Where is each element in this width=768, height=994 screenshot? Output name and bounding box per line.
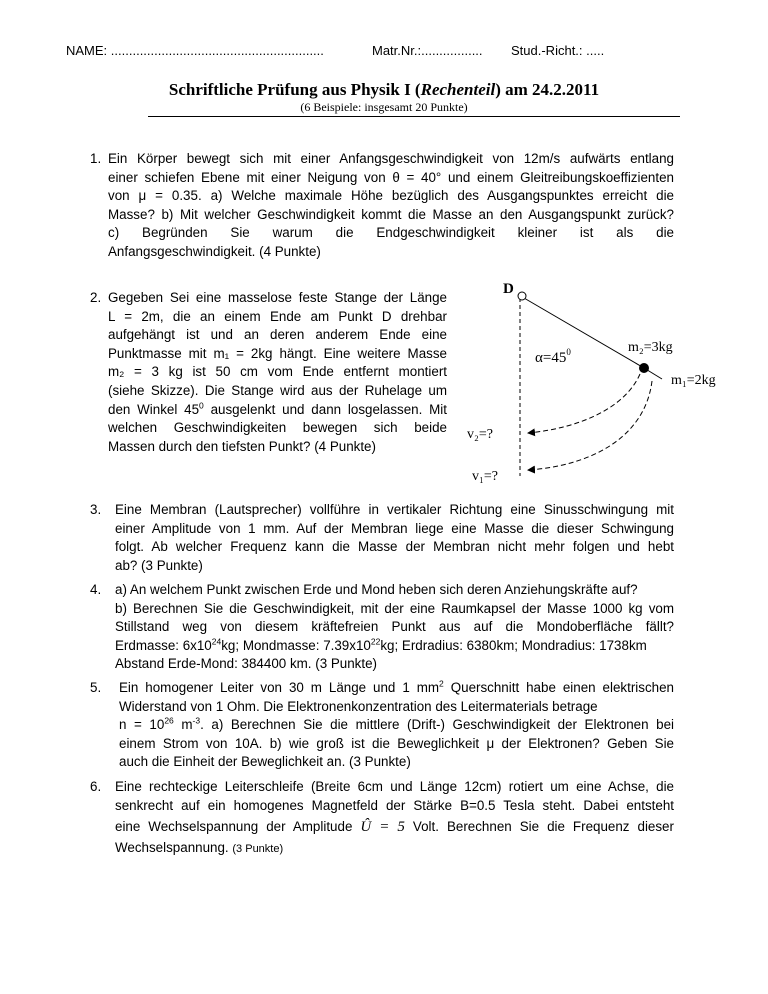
problem-line: Stillstand weg von diesem kräftefreien Punkt aus auf die Mondoberfläche fällt? — [115, 619, 674, 635]
stud-blank: ..... — [586, 43, 605, 58]
page-title — [0, 80, 768, 100]
problem-line: von μ = 0.35. a) Welche maximale Höhe bezüglich des Ausgangspunktes erreicht die — [108, 188, 674, 204]
amplitude-formula: Û = 5 — [360, 819, 405, 836]
line-part: . a) Berechnen Sie die mittlere (Drift-) Geschwindigkeit der Elektronen bei — [200, 717, 674, 733]
m2-label: m₂=3kg — [628, 340, 673, 355]
line-part: Volt. Berechnen Sie die Frequenz dieser — [412, 819, 674, 835]
problem-line — [115, 839, 674, 859]
problem-number: 6. — [90, 779, 102, 794]
v1-label: v₁=? — [472, 469, 498, 484]
problem-line: einer Amplitude von 1 mm. Auf der Membran liege eine Masse die dieser Schwingung — [115, 520, 674, 536]
exponent: -3 — [192, 715, 201, 726]
mass-m1-dot — [655, 372, 669, 386]
line-part: ausgelenkt und dann losgelassen. Mit — [203, 401, 447, 417]
title-italic: Rechenteil — [420, 80, 496, 99]
problem-line: Anfangsgeschwindigkeit. (4 Punkte) — [108, 243, 321, 259]
line-part: Querschnitt habe einen elektrischen — [443, 680, 674, 695]
problem-line: Gegeben Sei eine masselose feste Stange der Länge — [108, 290, 447, 305]
problem-line: Widerstand von 1 Ohm. Die Elektronenkonzentration des Leitermaterials betrage — [119, 698, 598, 714]
exponent: 26 — [164, 715, 174, 726]
line-part: Erdmasse: 6x10 — [115, 637, 212, 653]
matr-label: Matr.Nr.: — [372, 43, 422, 58]
problem-number: 2. — [90, 290, 102, 305]
problem-line: folgt. Ab welcher Frequenz kann die Masse der Membran nicht mehr folgen und hebt — [115, 539, 674, 555]
problem-number: 4. — [90, 582, 102, 597]
problem-line: einem Strom von 10A. b) wie groß ist die Beweglichkeit μ der Elektronen? Geben Sie — [119, 735, 674, 751]
title-prefix: Schriftliche Prüfung aus Physik I ( — [168, 80, 421, 99]
exponent: 22 — [370, 636, 381, 647]
exponent: 2 — [439, 678, 444, 689]
angle-label — [535, 347, 571, 366]
problem-line: auch die Einheit der Beweglichkeit an. (3 Punkte) — [119, 754, 411, 770]
arc-path-m2 — [528, 374, 640, 433]
title-rule — [148, 116, 680, 117]
pendulum-diagram — [460, 278, 720, 488]
problem-line: Abstand Erde-Mond: 384400 km. (3 Punkte) — [115, 656, 378, 672]
problem-line: Eine Membran (Lautsprecher) vollführe in vertikaler Richtung eine Sinusschwingung mit — [115, 502, 674, 517]
name-field — [66, 43, 324, 58]
stud-label: Stud.-Richt.: — [511, 43, 583, 58]
name-label: NAME: — [66, 43, 108, 58]
matr-field — [372, 43, 483, 58]
line-part: n = 10 — [119, 717, 165, 733]
problem-number: 3. — [90, 502, 102, 517]
arc-path-m1 — [528, 381, 652, 470]
problem-line — [115, 637, 674, 656]
v2-label: v₂=? — [467, 427, 493, 442]
line-part: den Winkel 45 — [108, 401, 200, 417]
problem-line — [108, 401, 447, 420]
problem-line: Massen durch den tiefsten Punkt? (4 Punkte) — [108, 438, 376, 454]
page-subtitle: (6 Beispiele: insgesamt 20 Punkte) — [300, 100, 468, 114]
problem-line: m₂ = 3 kg ist 50 cm vom Ende entfernt montiert — [108, 364, 447, 380]
line-part: kg; Mondmasse: 7.39x10 — [221, 637, 371, 653]
problem-line: b) Berechnen Sie die Geschwindigkeit, mit der eine Raumkapsel der Masse 1000 kg vom — [115, 600, 674, 616]
problem-line: L = 2m, die an einem Ende am Punkt D drehbar — [108, 308, 447, 324]
problem-line: Ein Körper bewegt sich mit einer Anfangsgeschwindigkeit von 12m/s aufwärts entlang — [108, 151, 674, 166]
line-part: Ein homogener Leiter von 30 m Länge und 1 mm — [119, 680, 440, 695]
stud-field — [511, 43, 604, 58]
line-part: Wechselspannung. — [115, 840, 229, 856]
problem-number: 5. — [90, 680, 102, 695]
matr-blank: ................. — [421, 43, 483, 58]
problem-line: Eine rechteckige Leiterschleife (Breite 6cm und Länge 12cm) rotiert um eine Achse, die — [115, 779, 674, 794]
line-part: eine Wechselspannung der Amplitude — [115, 819, 353, 835]
problem-line — [115, 815, 674, 839]
problem-line: senkrecht auf ein homogenes Magnetfeld der Stärke B=0.5 Tesla steht. Dabei entsteht — [115, 797, 674, 813]
degree-sup: 0 — [199, 400, 204, 411]
problem-line: ab? (3 Punkte) — [115, 557, 203, 573]
problem-line: Masse? b) Mit welcher Geschwindigkeit kommt die Masse an den Ausgangspunkt zurück? — [108, 206, 674, 222]
problem-number: 1. — [90, 151, 102, 166]
m1-label: m₁=2kg — [671, 373, 716, 388]
problem-line — [119, 716, 674, 735]
problem-line: a) An welchem Punkt zwischen Erde und Mond heben sich deren Anziehungskräfte auf? — [115, 582, 638, 597]
name-blank: ........................................................... — [110, 43, 324, 58]
mass-m2 — [639, 363, 649, 373]
points-note: (3 Punkte) — [232, 843, 284, 856]
angle-text: α=45 — [535, 350, 567, 366]
problem-line: einer schiefen Ebene mit einer Neigung von θ = 40° und einem Gleitreibungskoeffizienten — [108, 169, 674, 185]
problem-line: c) Begründen Sie warum die Endgeschwindigkeit kleiner ist als die — [108, 225, 674, 241]
title-suffix: ) am 24.2.2011 — [495, 80, 600, 99]
pivot-point — [518, 292, 526, 300]
exponent: 24 — [211, 636, 222, 647]
problem-line — [119, 679, 674, 698]
problem-line: Punktmasse mit m₁ = 2kg hängt. Eine weitere Masse — [108, 345, 447, 361]
angle-sup: 0 — [566, 347, 571, 357]
problem-line: (siehe Skizze). Die Stange wird aus der Ruhelage um — [108, 382, 447, 398]
problem-line: aufgehängt ist und an deren anderem Ende eine — [108, 327, 447, 343]
pivot-label: D — [503, 281, 514, 297]
line-part: m — [173, 717, 193, 733]
line-part: kg; Erdradius: 6380km; Mondradius: 1738km — [380, 637, 647, 653]
problem-line: welchen Geschwindigkeiten bewegen sich beide — [108, 420, 447, 436]
